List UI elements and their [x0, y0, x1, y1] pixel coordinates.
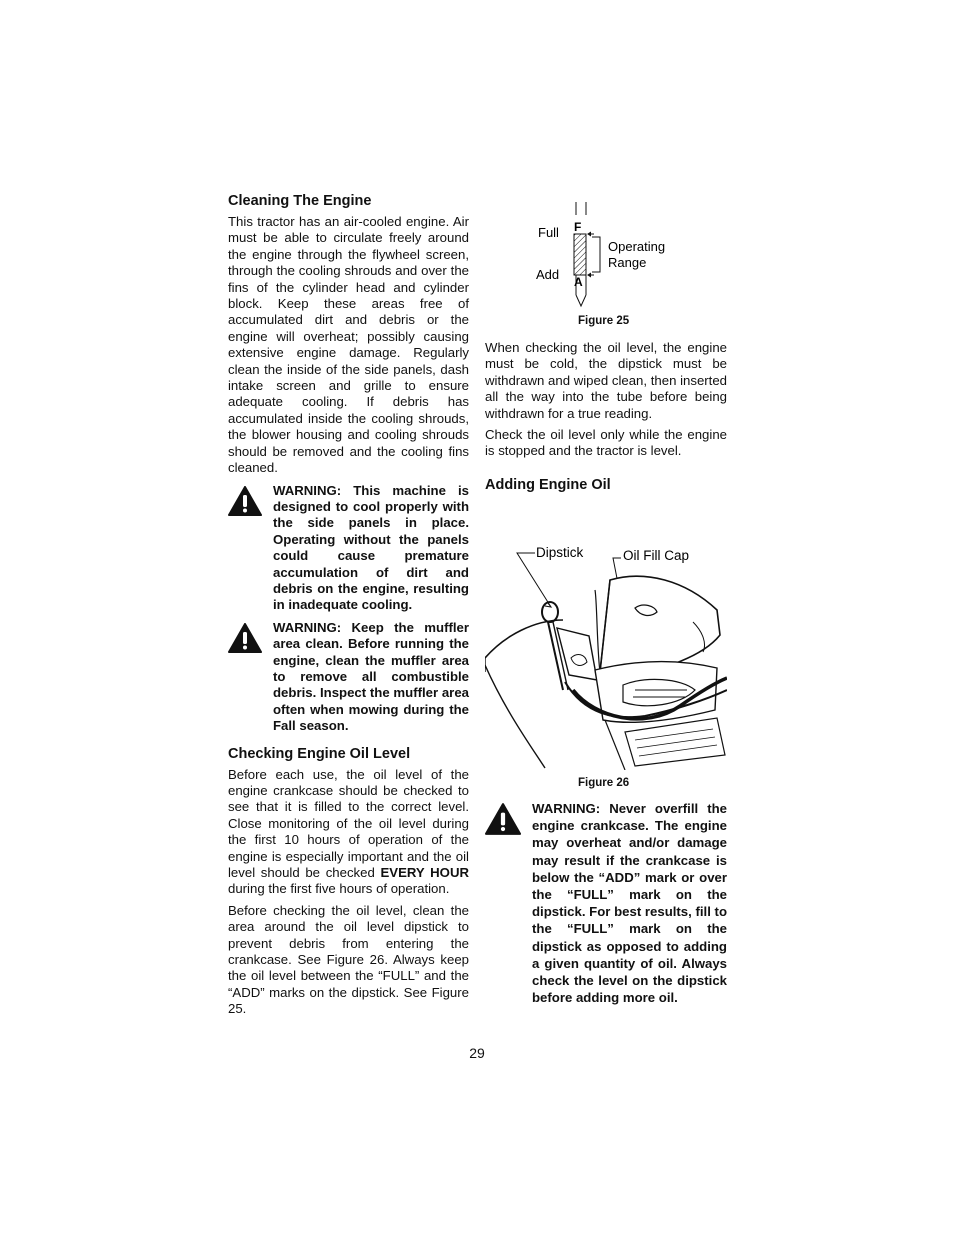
- warning-overfill: [485, 800, 727, 1006]
- page-number: 29: [469, 1045, 485, 1061]
- warning-cooling: [228, 483, 469, 614]
- figure-26-label-oil-fill-cap: Oil Fill Cap: [623, 548, 690, 563]
- cleaning-body: This tractor has an air-cooled engine. Air must be able to circulate freely around the engine through the flywheel screen, through the cooling shrouds and over the fins of the cylinder head and cylinder block. Keep these areas free of accumulated dirt and debris or the engine will overheat; possibly causing extensive engine damage. Regularly clean the inside of the side panels, dash intake screen and grille to ensure adequate cooling. If debris has accumulated inside the cooling shrouds, the blower housing and cooling shrouds should be removed and the cooling fins cleaned.: [228, 214, 469, 476]
- figure-26-label-dipstick: Dipstick: [536, 545, 584, 560]
- warning-overfill-text: WARNING: Never overfill the engine crankcase. The engine may overheat and/or damage may result if the crankcase is below the “ADD” mark or over the “FULL” mark on the dipstick. For best results, fill to the “FULL” mark on the dipstick as opposed to adding a given quantity of oil. Always check the level on the dipstick before adding more oil.: [532, 801, 727, 1006]
- figure-26-engine-illustration: [485, 540, 727, 770]
- figure-26-caption: Figure 26: [578, 777, 630, 789]
- warning-cooling-text: WARNING: This machine is designed to cool properly with the side panels in place. Operating without the panels could cause premature accumulation of dirt and debris on the engine, resulting in inadequate cooling.: [273, 482, 469, 613]
- warning-muffler-text: WARNING: Keep the muffler area clean. Before running the engine, clean the muffler area to remove all combustible debris. Inspect the muffler area often when mowing during the Fall season.: [273, 619, 469, 734]
- figure-25-mark-a: A: [574, 275, 583, 289]
- cleaning-heading: Cleaning The Engine: [228, 193, 372, 209]
- figure-25-label-full: Full: [538, 225, 559, 240]
- checking-heading: Checking Engine Oil Level: [228, 745, 411, 762]
- figure-25-range-line2: Range: [608, 255, 647, 270]
- checking-paragraph-2: Before checking the oil level, clean the area around the oil level dipstick to prevent debris from entering the crankcase. See Figure 26. Always keep the oil level between the “FULL” and the “ADD” marks on the dipstick. See Figure 25.: [228, 902, 469, 1017]
- figure-25-caption: Figure 25: [578, 315, 630, 327]
- checking-p1-bold: EVERY HOUR: [380, 865, 469, 881]
- checking-paragraph-1: [228, 767, 469, 898]
- right-paragraph-1: When checking the oil level, the engine must be cold, the dipstick must be withdrawn and wiped clean, then inserted all the way into the tube before being withdrawn for a true reading.: [485, 340, 727, 421]
- warning-triangle-icon: [228, 620, 262, 658]
- warning-triangle-icon: [228, 483, 262, 521]
- left-column: [228, 192, 469, 1023]
- adding-heading: Adding Engine Oil: [485, 476, 611, 493]
- figure-25-mark-f: F: [574, 220, 582, 234]
- warning-triangle-icon: [485, 800, 521, 840]
- checking-p1-after: during the first five hours of operation.: [228, 881, 450, 897]
- figure-25-dipstick-diagram: [530, 200, 690, 310]
- checking-p1-before: Before each use, the oil level of the engine crankcase should be checked to see that it is filled to the correct level. Close monitoring of the oil level during the first 10 hours of operation of the engine is especially important and the oil level should be checked: [228, 766, 469, 881]
- warning-muffler: [228, 620, 469, 735]
- right-paragraph-2: Check the oil level only while the engine is stopped and the tractor is level.: [485, 427, 727, 459]
- right-column-text: [485, 340, 727, 498]
- figure-25-range-line1: Operating: [608, 239, 666, 254]
- figure-25-label-add: Add: [536, 267, 560, 282]
